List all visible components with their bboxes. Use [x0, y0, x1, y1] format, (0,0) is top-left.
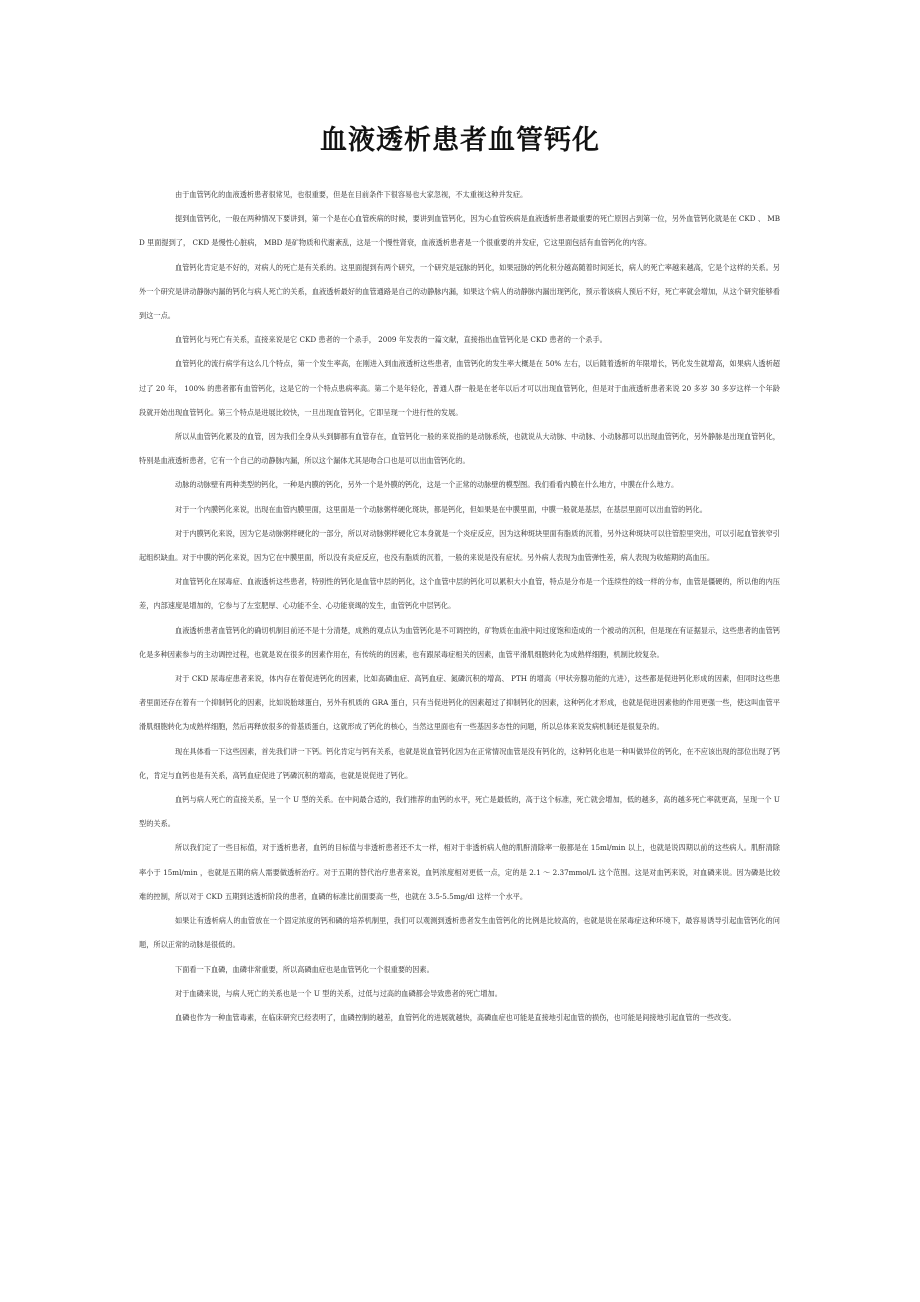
paragraph: 对于内膜钙化来说，因为它是动脉粥样硬化的一部分，所以对动脉粥样硬化它本身就是一个炎症反应，因为这种斑块里面有脂质的沉着，另外这种斑块可以往管腔里突出，可以引起血管狭窄引起组织缺血。对于中膜的钙化来说，因为它在中膜里面，所以没有炎症反应，也没有脂质的沉着，一般的来说是没有症状。另外病人表现为血管弹性差，病人表现为收缩期的高血压。 [139, 528, 780, 563]
paragraph: 对血管钙化在尿毒症、血液透析这些患者，特别性的钙化是血管中层的钙化，这个血管中层的钙化可以累积大小血管，特点是分布是一个连续性的线一样的分布，血管是僵硬的，所以他的内压差，内部速度是增加的，它参与了左室肥厚、心功能不全、心功能衰竭的发生，血管钙化中层钙化。 [139, 577, 780, 611]
paragraph: 血磷也作为一种血管毒素，在临床研究已经表明了，血磷控制的越差，血管钙化的进展就越快，高磷血症也可能是直接地引起血管的损伤，也可能是间接地引起血管的一些改变。 [175, 1012, 736, 1022]
document-body [139, 183, 780, 1030]
paragraph: 血管钙化肯定是不好的，对病人的死亡是有关系的。这里面提到有两个研究，一个研究是冠脉的钙化，如果冠脉的钙化积分越高随着时间延长，病人的死亡率越来越高，它是个这样的关系。另外一个研究是讲动静脉内漏的钙化与病人死亡的关系，血液透析最好的血管通路是自己的动静脉内漏，如果这个病人的动静脉内漏出现钙化，预示着该病人预后不好，死亡率就会增加，从这个研究能够看到这一点。 [139, 262, 780, 321]
paragraph: 下面看一下血磷，血磷非常重要，所以高磷血症也是血管钙化一个很重要的因素。 [175, 964, 434, 974]
paragraph: 对于 CKD 尿毒症患者来说，体内存在着促进钙化的因素，比如高磷血症、高钙血症、氮磷沉积的增高、 PTH 的增高（甲状旁腺功能的亢进），这些都是促进钙化形成的因素，但同时这些患者里面还存在着有一个抑制钙化的因素，比如说胎球蛋白，另外有机质的 GRA 蛋白，只有当促进钙化的因素超过了抑制钙化的因素，这种钙化才形成，也就是促进因素他的作用更强一些，使这叫血管平滑肌细胞转化为成熟样细胞，然后再释放很多的骨基质蛋白，这就形成了钙化的核心，当然这里面也有一些基因多态性的问题，所以总体来说发病机制还是很复杂的。 [139, 674, 780, 732]
paragraph: 所以从血管钙化累及的血管，因为我们全身从头到脚都有血管存在，血管钙化一般的来说指的是动脉系统，也就说从大动脉、中动脉、小动脉都可以出现血管钙化，另外静脉是出现血管钙化，特别是血液透析患者，它有一个自己的动静脉内漏，所以这个漏体尤其是吻合口也是可以出血管钙化的。 [139, 432, 780, 466]
paragraph: 血钙与病人死亡的直接关系，呈一个 U 型的关系。在中间最合适的，我们推荐的血钙的水平，死亡是最低的，高于这个标准，死亡就会增加，低的越多，高的越多死亡率就更高，呈现一个 U 型的关系。 [139, 795, 780, 829]
document-title: 血液透析患者血管钙化 [320, 125, 600, 156]
paragraph: 现在具体看一下这些因素，首先我们讲一下钙。钙化肯定与钙有关系，也就是说血管钙化因为在正常情况血管是没有钙化的，这种钙化也是一种叫做异位的钙化，在不应该出现的部位出现了钙化，肯定与血钙也是有关系，高钙血症促进了钙磷沉积的增高，也就是说促进了钙化。 [139, 746, 780, 780]
paragraph: 对于血磷来说，与病人死亡的关系也是一个 U 型的关系，过低与过高的血磷都会导致患者的死亡增加。 [175, 988, 502, 998]
paragraph: 如果让有透析病人的血管放在一个固定浓度的钙和磷的培养机制里，我们可以观测到透析患者发生血管钙化的比例是比较高的，也就是说在尿毒症这种环境下，最容易诱导引起血管钙化的问题，所以正常的动脉是很低的。 [139, 916, 780, 950]
paragraph: 血管钙化的流行病学有这么几个特点，第一个发生率高，在刚进入到血液透析这些患者，血管钙化的发生率大概是在 50% 左右，以后随着透析的年限增长，钙化发生就增高，如果病人透析超过了 20 年， 100% 的患者都有血管钙化，这是它的一个特点患病率高。第二个是年轻化，普通人群一般是在老年以后才可以出现血管钙化，但是对于血液透析患者来说 20 多岁 30 多岁这样一个年龄段就开始出现血管钙化。第三个特点是进展比较快，一旦出现血管钙化，它即呈现一个进行性的发展。 [139, 359, 780, 417]
paragraph: 所以我们定了一些目标值，对于透析患者，血钙的目标值与非透析患者还不太一样，相对于非透析病人他的肌酐清除率一般都是在 15ml/min 以上，也就是说四期以前的这些病人。肌酐清除率小于 15ml/min ，也就是五期的病人需要做透析治疗。对于五期的替代治疗患者来说，血钙浓度相对更低一点，定的是 2.1 ～ 2.37mmol/L 这个范围。这是对血钙来说，对血磷来说。因为磷是比较难的控制，所以对于 CKD 五期到达透析阶段的患者，血磷的标准比前面要高一些，也就在 3.5-5.5mg/dl 这样一个水平。 [139, 843, 780, 901]
paragraph: 提到血管钙化，一般在两种情况下要讲到，第一个是在心血管疾病的时候，要讲到血管钙化，因为心血管疾病是血液透析患者最重要的死亡原因占到第一位，另外血管钙化就是在 CKD 、 MBD 里面提到了， CKD 是慢性心脏病， MBD 是矿物质和代谢紊乱，这是一个慢性肾衰，血液透析患者是一个很重要的并发症，它这里面包括有血管钙化的内容。 [139, 214, 780, 248]
paragraph: 血管钙化与死亡有关系，直接来说是它 CKD 患者的一个杀手， 2009 年发表的一篇文献，直接指出血管钙化是 CKD 患者的一个杀手。 [175, 335, 607, 345]
paragraph: 血液透析患者血管钙化的确切机制目前还不是十分清楚，成熟的观点认为血管钙化是不可调控的，矿物质在血液中间过度饱和造成的一个被动的沉积，但是现在有证据显示，这些患者的血管钙化是多种因素参与的主动调控过程，也就是说在很多的因素作用在，有传统的的因素，也有跟尿毒症相关的因素，血管平滑肌细胞转化为成熟样细胞，机制比较复杂。 [139, 625, 780, 659]
paragraph: 由于血管钙化的血液透析患者很常见，也很重要，但是在目前条件下很容易也大家忽视，不太重视这种并发症。 [175, 190, 528, 199]
paragraph: 动脉的动脉壁有两种类型的钙化，一种是内膜的钙化，另外一个是外膜的钙化，这是一个正常的动脉壁的模型图。我们看看内膜在什么地方，中膜在什么地方。 [175, 480, 679, 490]
paragraph: 对于一个内膜钙化来说，出现在血管内膜里面，这里面是一个动脉粥样硬化斑块，都是钙化，但如果是在中膜里面，中膜一般就是基层，在基层里面可以出血管的钙化。 [175, 504, 707, 514]
